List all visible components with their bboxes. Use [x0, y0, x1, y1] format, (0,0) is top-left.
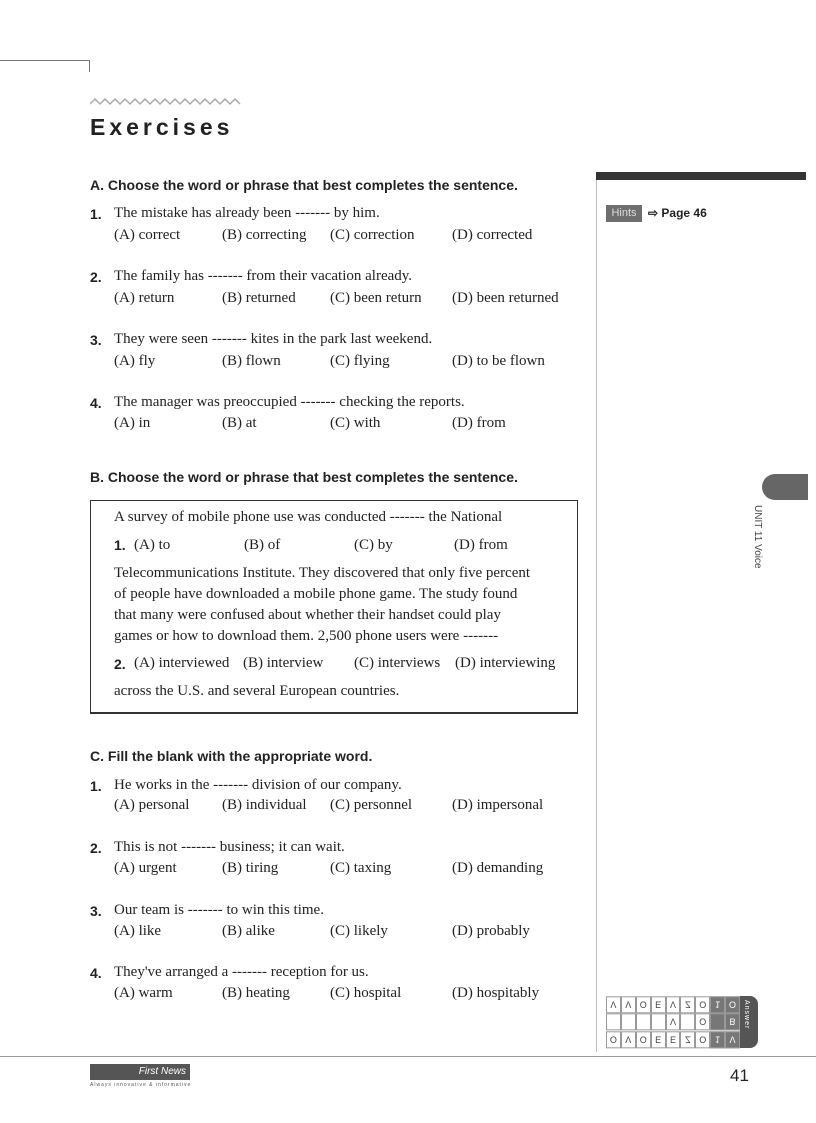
publisher-logo: First News: [90, 1064, 190, 1080]
passage-line: across the U.S. and several European countries.: [114, 683, 400, 699]
option-d[interactable]: (D) impersonal: [452, 797, 544, 813]
page-title: Exercises: [90, 114, 234, 140]
question-number: 1.: [90, 778, 102, 794]
answer-label-tab: [740, 996, 758, 1048]
page-number: 41: [730, 1066, 749, 1085]
answer-cell: [621, 1013, 636, 1030]
footer-rule: [0, 1056, 816, 1057]
option-b[interactable]: (B) flown: [222, 353, 281, 369]
option-d[interactable]: (D) to be flown: [452, 353, 545, 369]
question-number: 4.: [90, 395, 102, 411]
question-text: The manager was preoccupied ------- checking the reports.: [114, 394, 465, 410]
question-number: 1.: [114, 537, 126, 553]
option-c[interactable]: (C) hospital: [330, 985, 402, 1001]
question-text: This is not ------- business; it can wait.: [114, 839, 345, 855]
answer-cell: 1: [710, 1031, 725, 1048]
answer-cell: O: [636, 1031, 651, 1048]
answer-cell: V: [606, 996, 621, 1013]
passage-line: of people have downloaded a mobile phone game. The study found: [114, 586, 518, 602]
option-a[interactable]: (A) fly: [114, 353, 156, 369]
option-a[interactable]: (A) interviewed: [134, 655, 230, 671]
option-a[interactable]: (A) in: [114, 415, 151, 431]
question-number: 3.: [90, 903, 102, 919]
answer-cell: O: [695, 996, 710, 1013]
option-b[interactable]: (B) of: [244, 537, 281, 553]
answer-cell: [636, 1013, 651, 1030]
option-c[interactable]: (C) correction: [330, 227, 415, 243]
answer-label: Answer: [743, 1000, 750, 1030]
option-a[interactable]: (A) to: [134, 537, 171, 553]
option-b[interactable]: (B) interview: [243, 655, 324, 671]
answer-cell: Z: [680, 996, 695, 1013]
option-d[interactable]: (D) corrected: [452, 227, 533, 243]
answer-cell: [606, 1013, 621, 1030]
option-c[interactable]: (C) with: [330, 415, 381, 431]
answer-cell: V: [666, 996, 681, 1013]
option-b[interactable]: (B) returned: [222, 290, 296, 306]
passage-line: games or how to download them. 2,500 phone users were -------: [114, 628, 499, 644]
option-d[interactable]: (D) been returned: [452, 290, 559, 306]
answer-cell: V: [621, 996, 636, 1013]
answer-cell: Z: [680, 1031, 695, 1048]
answer-cell: B: [725, 1013, 740, 1030]
publisher-tagline: Always innovative & informative: [90, 1082, 192, 1088]
question-number: 2.: [114, 656, 126, 672]
option-a[interactable]: (A) urgent: [114, 860, 177, 876]
question-number: 1.: [90, 206, 102, 222]
option-b[interactable]: (B) at: [222, 415, 257, 431]
question-text: Our team is ------- to win this time.: [114, 902, 324, 918]
option-d[interactable]: (D) probably: [452, 923, 530, 939]
answer-cell: [710, 1013, 725, 1030]
answer-cell: O: [636, 996, 651, 1013]
answer-cell: V: [725, 1031, 740, 1048]
option-c[interactable]: (C) taxing: [330, 860, 392, 876]
option-d[interactable]: (D) demanding: [452, 860, 544, 876]
option-c[interactable]: (C) flying: [330, 353, 390, 369]
answer-cell: E: [651, 1031, 666, 1048]
wavy-ornament: [90, 96, 250, 108]
hints-sidebar: [596, 172, 807, 1052]
option-a[interactable]: (A) return: [114, 290, 175, 306]
section-a-heading: A. Choose the word or phrase that best completes the sentence.: [90, 177, 518, 193]
corner-rule: [0, 60, 90, 61]
unit-label: UNIT 11 Voice: [752, 505, 763, 569]
option-d[interactable]: (D) from: [452, 415, 506, 431]
option-c[interactable]: (C) likely: [330, 923, 388, 939]
answer-cell: V: [621, 1031, 636, 1048]
option-b[interactable]: (B) tiring: [222, 860, 279, 876]
option-c[interactable]: (C) personnel: [330, 797, 413, 813]
option-a[interactable]: (A) like: [114, 923, 162, 939]
answer-cell: E: [666, 1031, 681, 1048]
answer-cell: V: [666, 1013, 681, 1030]
passage-line: that many were confused about whether their handset could play: [114, 607, 501, 623]
hints-page-ref: ⇨ Page 46: [648, 206, 707, 220]
option-c[interactable]: (C) been return: [330, 290, 422, 306]
option-b[interactable]: (B) correcting: [222, 227, 307, 243]
sidebar-top-bar: [596, 172, 806, 180]
question-number: 2.: [90, 840, 102, 856]
question-text: The mistake has already been ------- by him.: [114, 205, 380, 221]
passage-line: Telecommunications Institute. They discovered that only five percent: [114, 565, 531, 581]
question-number: 3.: [90, 332, 102, 348]
answer-cell: [680, 1013, 695, 1030]
option-d[interactable]: (D) from: [454, 537, 508, 553]
answer-cell: O: [725, 996, 740, 1013]
answer-key: [606, 996, 758, 1048]
answer-cell: O: [606, 1031, 621, 1048]
option-b[interactable]: (B) heating: [222, 985, 290, 1001]
hints-badge: Hints: [606, 205, 642, 222]
option-d[interactable]: (D) hospitably: [452, 985, 540, 1001]
answer-cell: 1: [710, 996, 725, 1013]
question-text: The family has ------- from their vacation already.: [114, 268, 413, 284]
option-a[interactable]: (A) personal: [114, 797, 190, 813]
corner-rule-tick: [89, 60, 90, 72]
question-text: They've arranged a ------- reception for us.: [114, 964, 369, 980]
section-b-heading: B. Choose the word or phrase that best completes the sentence.: [90, 469, 518, 485]
passage-line: A survey of mobile phone use was conducted ------- the National: [114, 509, 503, 525]
option-b[interactable]: (B) individual: [222, 797, 307, 813]
answer-cell: O: [695, 1031, 710, 1048]
unit-tab: [762, 474, 808, 500]
option-d[interactable]: (D) interviewing: [455, 655, 556, 671]
option-a[interactable]: (A) warm: [114, 985, 173, 1001]
option-b[interactable]: (B) alike: [222, 923, 275, 939]
answer-cell: O: [695, 1013, 710, 1030]
answer-grid: [606, 996, 740, 1048]
option-c[interactable]: (C) interviews: [354, 655, 441, 671]
option-a[interactable]: (A) correct: [114, 227, 181, 243]
question-number: 2.: [90, 269, 102, 285]
question-number: 4.: [90, 965, 102, 981]
answer-cell: [651, 1013, 666, 1030]
answer-cell: E: [651, 996, 666, 1013]
question-text: They were seen ------- kites in the park last weekend.: [114, 331, 433, 347]
section-c-heading: C. Fill the blank with the appropriate word.: [90, 748, 373, 764]
option-c[interactable]: (C) by: [354, 537, 393, 553]
question-text: He works in the ------- division of our company.: [114, 777, 402, 793]
